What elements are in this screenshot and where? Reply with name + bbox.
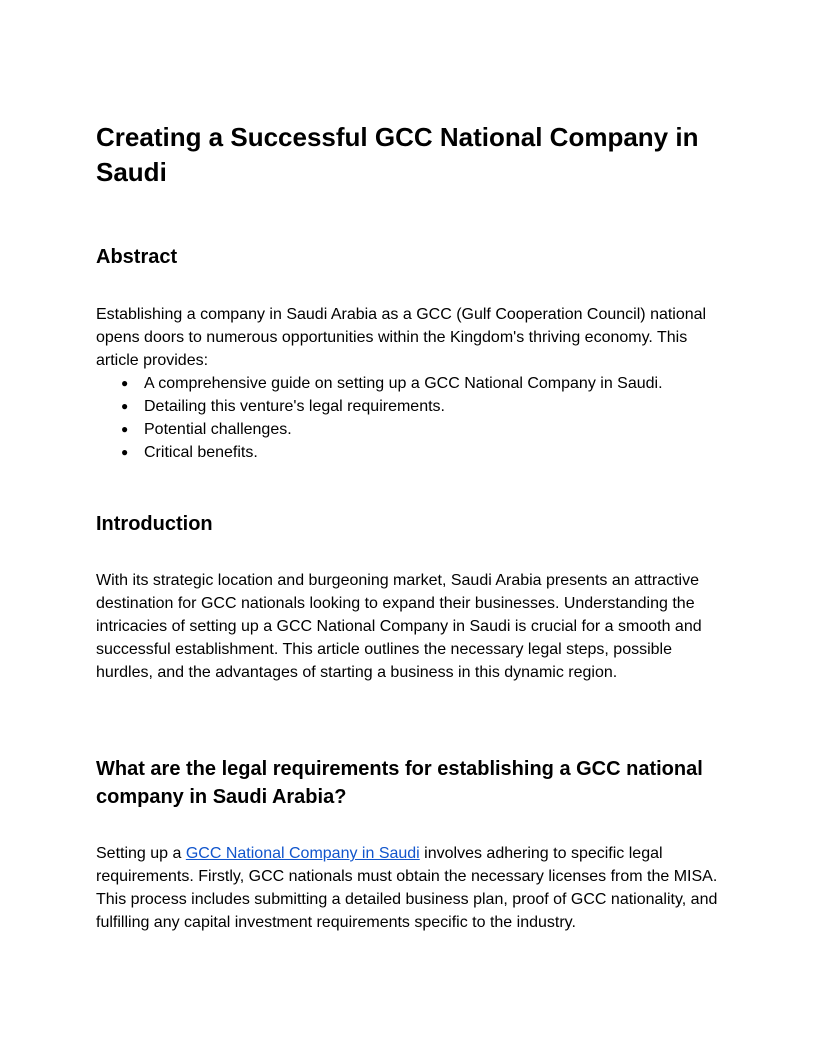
list-item-text: A comprehensive guide on setting up a GCC National Company in Saudi.	[144, 375, 663, 392]
list-item	[96, 441, 726, 464]
legal-text-before-link: Setting up a	[96, 845, 186, 862]
legal-text-after-link: involves adhering to specific legal requirements. Firstly, GCC nationals must obtain the necessary licenses from the MISA. This process includes submitting a detailed business plan, proof of GCC nationality, and fulfilling any capital investment requirements specific to the industry.	[96, 845, 718, 931]
abstract-paragraph: Establishing a company in Saudi Arabia as a GCC (Gulf Cooperation Council) national opens doors to numerous opportunities within the Kingdom's thriving economy. This article provides:	[96, 306, 707, 369]
list-item	[96, 372, 726, 395]
document-title: Creating a Successful GCC National Company in Saudi	[96, 122, 699, 187]
abstract-heading: Abstract	[96, 246, 178, 268]
introduction-heading: Introduction	[96, 513, 213, 535]
list-item-text: Detailing this venture's legal requirements.	[144, 398, 445, 415]
list-item	[96, 418, 726, 441]
bullet-icon: ●	[121, 399, 129, 413]
legal-requirements-heading: What are the legal requirements for establishing a GCC national company in Saudi Arabia?	[96, 758, 703, 808]
bullet-icon: ●	[121, 376, 129, 390]
list-item-text: Critical benefits.	[144, 444, 258, 461]
list-item-text: Potential challenges.	[144, 421, 292, 438]
list-item	[96, 395, 726, 418]
introduction-paragraph: With its strategic location and burgeoning market, Saudi Arabia presents an attractive destination for GCC nationals looking to expand their businesses. Understanding the intricacies of setting up a GCC National Company in Saudi is crucial for a smooth and successful establishment. This article outlines the necessary legal steps, possible hurdles, and the advantages of starting a business in this dynamic region.	[96, 572, 702, 681]
legal-requirements-paragraph	[96, 842, 726, 934]
bullet-icon: ●	[121, 422, 129, 436]
abstract-bullet-list	[96, 372, 726, 464]
gcc-national-company-link[interactable]: GCC National Company in Saudi	[185, 845, 420, 862]
bullet-icon: ●	[121, 445, 129, 459]
